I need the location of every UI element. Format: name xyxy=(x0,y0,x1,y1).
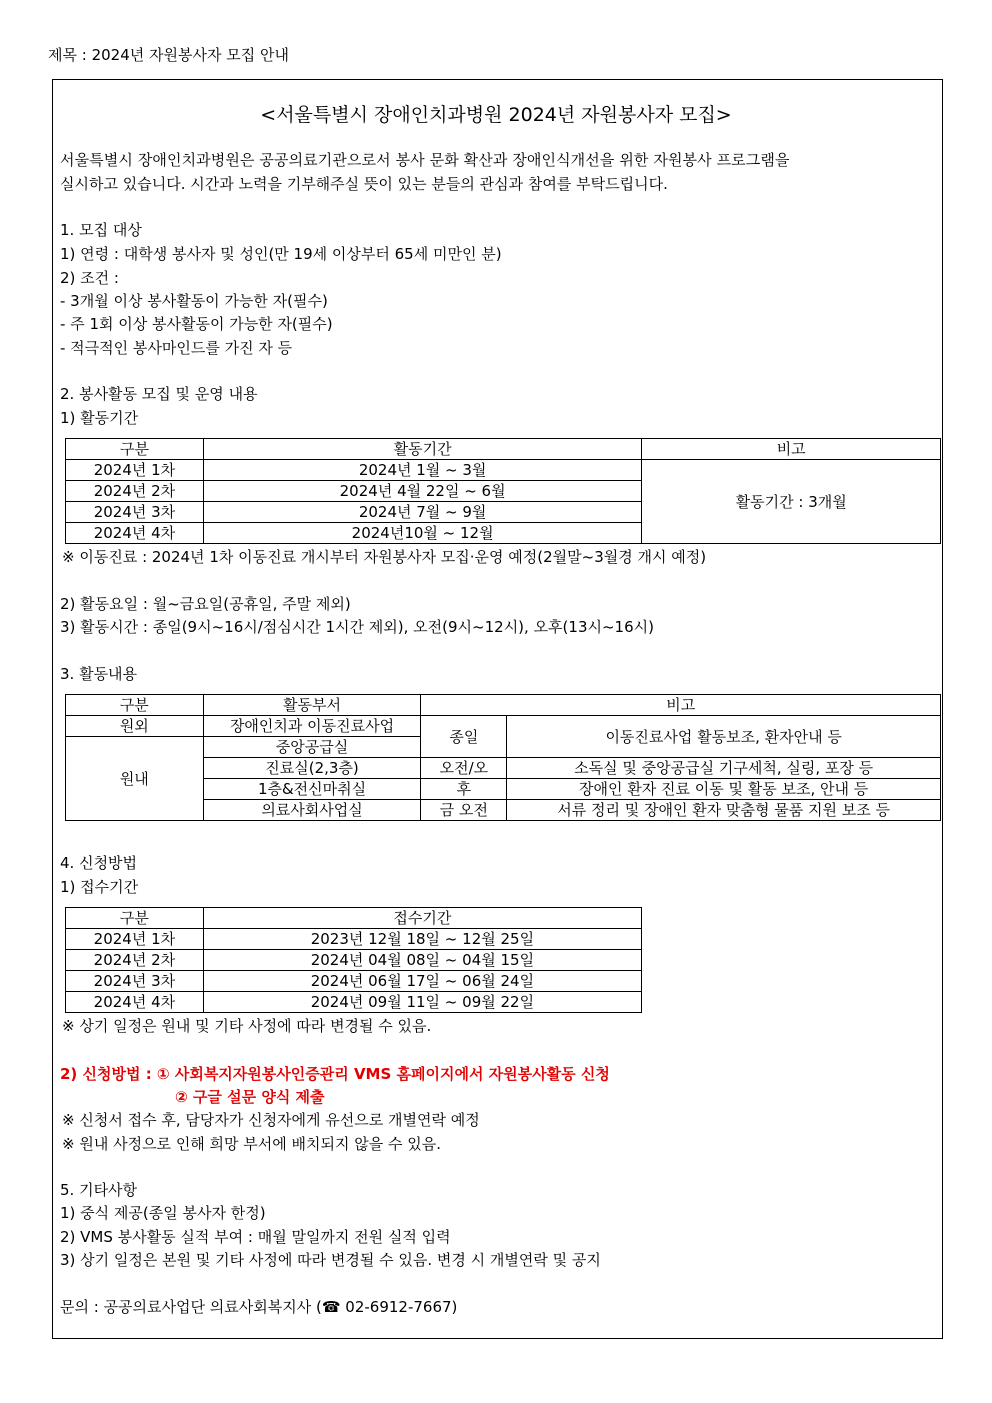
section1-line: - 적극적인 봉사마인드를 가진 자 등 xyxy=(60,339,293,357)
table-cell: 2024년 2차 xyxy=(66,950,204,971)
table-cell: 2024년 4월 22일 ~ 6월 xyxy=(203,481,641,502)
table-cell: 금 오전 xyxy=(421,800,507,821)
table-cell: 의료사회사업실 xyxy=(203,800,421,821)
table-header: 활동부서 xyxy=(203,695,421,716)
section2-title: 2. 봉사활동 모집 및 운영 내용 xyxy=(60,385,258,403)
contact-info: 문의 : 공공의료사업단 의료사회복지사 (☎ 02-6912-7667) xyxy=(60,1298,458,1316)
table-row xyxy=(66,971,642,992)
section5-line: 2) VMS 봉사활동 실적 부여 : 매월 말일까지 전원 실적 입력 xyxy=(60,1228,451,1246)
placement-note: ※ 원내 사정으로 인해 희망 부서에 배치되지 않을 수 있음. xyxy=(62,1135,442,1153)
schedule-change-note: ※ 상기 일정은 원내 및 기타 사정에 따라 변경될 수 있음. xyxy=(62,1017,432,1035)
table-row xyxy=(66,716,941,737)
table-cell: 2024년 09월 11일 ~ 09월 22일 xyxy=(203,992,641,1013)
application-method-2: ② 구글 설문 양식 제출 xyxy=(175,1088,325,1106)
section1-line: 1) 연령 : 대학생 봉사자 및 성인(만 19세 이상부터 65세 미만인 분) xyxy=(60,245,502,263)
main-heading: <서울특별시 장애인치과병원 2024년 자원봉사자 모집> xyxy=(260,104,732,126)
table-header: 구분 xyxy=(66,908,204,929)
table-cell: 2024년 4차 xyxy=(66,992,204,1013)
table-cell: 2024년10월 ~ 12월 xyxy=(203,523,641,544)
section4-title: 4. 신청방법 xyxy=(60,854,138,872)
table-header: 활동기간 xyxy=(203,439,641,460)
section2-sub1: 1) 활동기간 xyxy=(60,409,139,427)
table-cell: 2024년 3차 xyxy=(66,971,204,992)
section1-title: 1. 모집 대상 xyxy=(60,221,142,239)
intro-line-1: 서울특별시 장애인치과병원은 공공의료기관으로서 봉사 문화 확산과 장애인식개선을 위한 자원봉사 프로그램을 xyxy=(60,151,790,169)
table-cell: 후 xyxy=(421,779,507,800)
table-cell: 소독실 및 중앙공급실 기구세척, 실링, 포장 등 xyxy=(507,758,941,779)
table-header-row xyxy=(66,439,941,460)
table-cell: 2024년 7월 ~ 9월 xyxy=(203,502,641,523)
table-cell: 장애인치과 이동진료사업 xyxy=(203,716,421,737)
table-row xyxy=(66,929,642,950)
table-header: 구분 xyxy=(66,439,204,460)
table-cell: 2024년 2차 xyxy=(66,481,204,502)
table-cell: 2024년 1차 xyxy=(66,460,204,481)
section5-title: 5. 기타사항 xyxy=(60,1181,138,1199)
table-header: 비고 xyxy=(421,695,941,716)
section1-line: - 주 1회 이상 봉사활동이 가능한 자(필수) xyxy=(60,315,333,333)
table-cell: 2024년 3차 xyxy=(66,502,204,523)
table-cell: 서류 정리 및 장애인 환자 맞춤형 물품 지원 보조 등 xyxy=(507,800,941,821)
contact-note: ※ 신청서 접수 후, 담당자가 신청자에게 유선으로 개별연락 예정 xyxy=(62,1111,480,1129)
table-cell: 종일 xyxy=(421,716,507,758)
section3-title: 3. 활동내용 xyxy=(60,665,138,683)
table-cell: 2024년 1차 xyxy=(66,929,204,950)
section4-sub1: 1) 접수기간 xyxy=(60,878,139,896)
document-title: 제목 : 2024년 자원봉사자 모집 안내 xyxy=(48,46,289,64)
section1-line: - 3개월 이상 봉사활동이 가능한 자(필수) xyxy=(60,292,328,310)
table-cell: 2024년 04월 08일 ~ 04월 15일 xyxy=(203,950,641,971)
table-cell-note: 활동기간 : 3개월 xyxy=(642,460,941,544)
table-cell: 2023년 12월 18일 ~ 12월 25일 xyxy=(203,929,641,950)
table-header-row xyxy=(66,908,642,929)
mobile-clinic-note: ※ 이동진료 : 2024년 1차 이동진료 개시부터 자원봉사자 모집·운영 예정(2월말~3월경 개시 예정) xyxy=(62,548,707,566)
table-cell: 오전/오 xyxy=(421,758,507,779)
table-cell: 원내 xyxy=(66,737,204,821)
intro-line-2: 실시하고 있습니다. 시간과 노력을 기부해주실 뜻이 있는 분들의 관심과 참여를 부탁드립니다. xyxy=(60,175,668,193)
table-cell: 1층&전신마취실 xyxy=(203,779,421,800)
activity-content-table xyxy=(65,694,941,821)
section5-line: 1) 중식 제공(종일 봉사자 한정) xyxy=(60,1204,266,1222)
table-cell: 원외 xyxy=(66,716,204,737)
table-row xyxy=(66,460,941,481)
table-header: 구분 xyxy=(66,695,204,716)
table-cell: 진료실(2,3층) xyxy=(203,758,421,779)
activity-period-table xyxy=(65,438,941,544)
application-method-1: 2) 신청방법 : ① 사회복지자원봉사인증관리 VMS 홈페이지에서 자원봉사활동 신청 xyxy=(60,1065,610,1083)
table-cell: 장애인 환자 진료 이동 및 활동 보조, 안내 등 xyxy=(507,779,941,800)
section1-line: 2) 조건 : xyxy=(60,269,119,287)
table-cell: 2024년 1월 ~ 3월 xyxy=(203,460,641,481)
table-cell: 이동진료사업 활동보조, 환자안내 등 xyxy=(507,716,941,758)
section5-line: 3) 상기 일정은 본원 및 기타 사정에 따라 변경될 수 있음. 변경 시 개별연락 및 공지 xyxy=(60,1251,601,1269)
application-period-table xyxy=(65,907,642,1013)
section2-sub2: 2) 활동요일 : 월~금요일(공휴일, 주말 제외) xyxy=(60,595,351,613)
table-cell: 2024년 4차 xyxy=(66,523,204,544)
table-header-row xyxy=(66,695,941,716)
table-header: 비고 xyxy=(642,439,941,460)
table-cell: 중앙공급실 xyxy=(203,737,421,758)
table-row xyxy=(66,992,642,1013)
section2-sub3: 3) 활동시간 : 종일(9시~16시/점심시간 1시간 제외), 오전(9시~12시), 오후(13시~16시) xyxy=(60,618,654,636)
table-cell: 2024년 06월 17일 ~ 06월 24일 xyxy=(203,971,641,992)
table-header: 접수기간 xyxy=(203,908,641,929)
table-row xyxy=(66,950,642,971)
